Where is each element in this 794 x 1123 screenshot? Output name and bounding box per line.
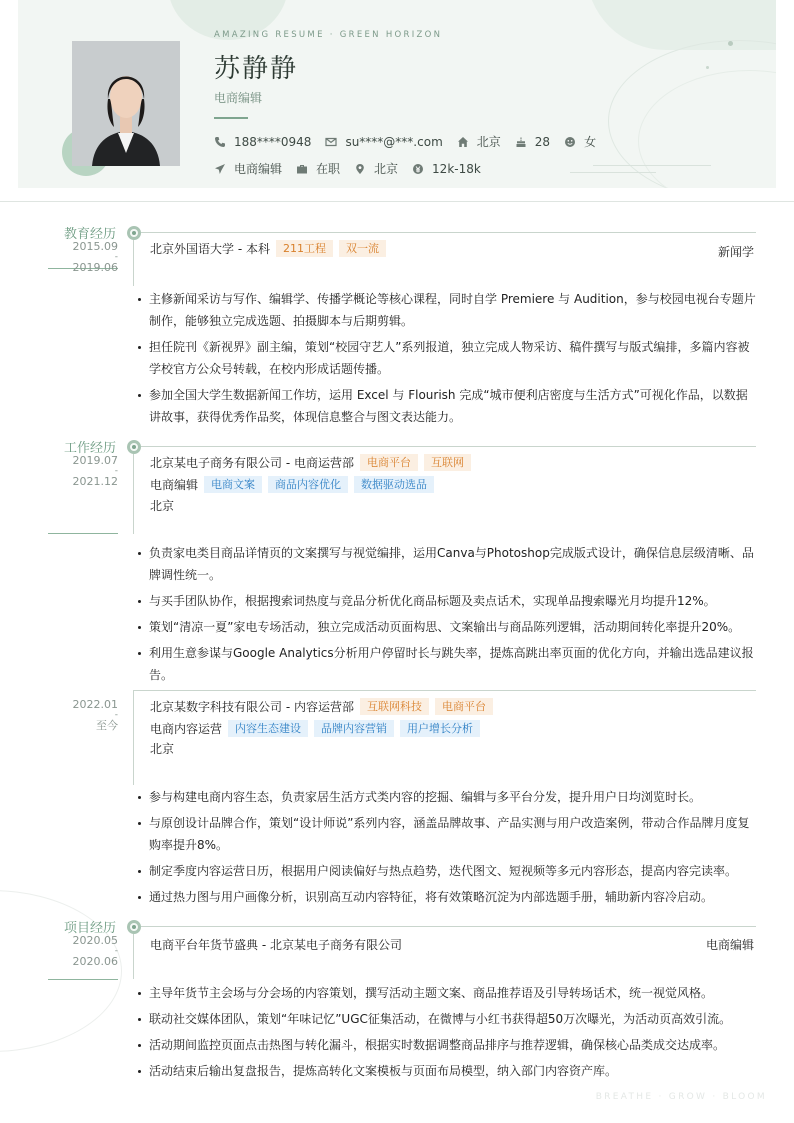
company-row bbox=[150, 454, 471, 471]
project-bullets bbox=[138, 982, 756, 1086]
mail-icon bbox=[325, 136, 337, 148]
role-name: 电商内容运营 bbox=[150, 722, 223, 736]
target-city-text: 北京 bbox=[374, 162, 399, 176]
project-end: 2020.06 bbox=[72, 955, 118, 968]
project-role: 电商编辑 bbox=[705, 938, 754, 952]
phone-icon bbox=[214, 136, 226, 148]
list-item: 与原创设计品牌合作，策划“设计师说”系列内容，涵盖品牌故事、产品实测与用户改造案例，带动合作品牌月度复购率提升8%。 bbox=[138, 812, 756, 856]
email-address: su****@***.com bbox=[345, 134, 443, 149]
skill-tag: 品牌内容营销 bbox=[314, 720, 394, 737]
company-name: 北京某数字科技有限公司 - 内容运营部 bbox=[150, 700, 354, 714]
job-start: 2019.07 bbox=[72, 454, 118, 467]
skill-tag: 内容生态建设 bbox=[228, 720, 308, 737]
section-underline bbox=[48, 979, 118, 980]
education-bullets bbox=[138, 288, 756, 432]
salary-text: 12k-18k bbox=[432, 161, 481, 176]
section-underline bbox=[48, 533, 118, 534]
timeline-line bbox=[133, 240, 134, 286]
education-start: 2015.09 bbox=[72, 240, 118, 253]
target-job-item bbox=[214, 160, 282, 177]
role-name: 电商编辑 bbox=[150, 478, 199, 492]
company-name: 北京某电子商务有限公司 - 电商运营部 bbox=[150, 456, 354, 470]
gender-item bbox=[564, 133, 596, 150]
salary-item bbox=[412, 162, 481, 176]
list-item: 活动期间监控页面点击热图与转化漏斗，根据实时数据调整商品排序与推荐逻辑，确保核心品类成交达成率。 bbox=[138, 1034, 756, 1056]
company-tag: 互联网 bbox=[424, 454, 471, 471]
list-item: 担任院刊《新视界》副主编，策划“校园守艺人”系列报道，独立完成人物采访、稿件撰写与版式编排，多篇内容被学校官方公众号转载，在校内形成话题传播。 bbox=[138, 336, 756, 380]
list-item: 参与构建电商内容生态，负责家居生活方式类内容的挖掘、编辑与多平台分发，提升用户日均浏览时长。 bbox=[138, 786, 756, 808]
list-item: 通过热力图与用户画像分析，识别高互动内容特征，将有效策略沉淀为内部选题手册，辅助新内容冷启动。 bbox=[138, 886, 756, 908]
status-text: 在职 bbox=[316, 162, 341, 176]
company-tag: 互联网科技 bbox=[360, 698, 429, 715]
list-item: 负责家电类目商品详情页的文案撰写与视觉编排，运用Canva与Photoshop完成版式设计，确保信息层级清晰、品牌调性统一。 bbox=[138, 542, 756, 586]
list-item: 制定季度内容运营日历，根据用户阅读偏好与热点趋势，迭代图文、短视频等多元内容形态，提高内容完读率。 bbox=[138, 860, 756, 882]
tagline: AMAZING RESUME · GREEN HORIZON bbox=[214, 30, 443, 40]
company-tag: 电商平台 bbox=[360, 454, 418, 471]
date-separator: - bbox=[114, 946, 118, 956]
send-icon bbox=[214, 163, 226, 175]
accent-divider bbox=[214, 117, 248, 119]
city-item bbox=[457, 133, 501, 150]
gender-text: 女 bbox=[584, 135, 597, 149]
header-decoration bbox=[570, 172, 656, 173]
list-item: 活动结束后输出复盘报告，提炼高转化文案模板与页面布局模型，纳入部门内容资产库。 bbox=[138, 1060, 756, 1082]
status-item bbox=[296, 160, 340, 177]
list-item: 主导年货节主会场与分会场的内容策划，撰写活动主题文案、商品推荐语及引导转场话术，统一视觉风格。 bbox=[138, 982, 756, 1004]
list-item: 利用生意参谋与Google Analytics分析用户停留时长与跳失率，提炼高跳出率页面的优化方向，并输出选品建议报告。 bbox=[138, 642, 756, 686]
skill-tag: 商品内容优化 bbox=[268, 476, 348, 493]
briefcase-icon bbox=[296, 163, 308, 175]
skill-tag: 用户增长分析 bbox=[400, 720, 480, 737]
background-decoration bbox=[0, 890, 122, 1052]
age-item bbox=[515, 135, 550, 149]
company-row bbox=[150, 698, 493, 715]
list-item: 联动社交媒体团队，策划“年味记忆”UGC征集活动，在微博与小红书获得超50万次曝光，为活动页高效引流。 bbox=[138, 1008, 756, 1030]
phone-number: 188****0948 bbox=[234, 134, 312, 149]
smile-icon bbox=[564, 136, 576, 148]
list-item: 主修新闻采访与写作、编辑学、传播学概论等核心课程，同时自学 Premiere 与 Audition，参与校园电视台专题片制作，能够独立完成选题、拍摄脚本与后期剪辑。 bbox=[138, 288, 756, 332]
school-name: 北京外国语大学 - 本科 bbox=[150, 242, 270, 256]
header-divider bbox=[0, 201, 794, 202]
school-tag: 211工程 bbox=[276, 240, 333, 257]
resume-header bbox=[18, 0, 776, 188]
target-job-text: 电商编辑 bbox=[234, 162, 283, 176]
timeline-line bbox=[133, 690, 134, 785]
company-tag: 电商平台 bbox=[435, 698, 493, 715]
age-text: 28 bbox=[534, 134, 551, 149]
job-location: 北京 bbox=[150, 499, 175, 513]
home-icon bbox=[457, 136, 469, 148]
city-text: 北京 bbox=[476, 135, 501, 149]
list-item: 与买手团队协作，根据搜索词热度与竞品分析优化商品标题及卖点话术，实现单品搜索曝光月均提升12%。 bbox=[138, 590, 756, 612]
education-entry bbox=[150, 240, 386, 257]
entry-rule bbox=[133, 690, 756, 691]
date-separator: - bbox=[114, 710, 118, 720]
skill-tag: 数据驱动选品 bbox=[354, 476, 434, 493]
project-start: 2020.05 bbox=[72, 934, 118, 947]
role-row bbox=[150, 476, 434, 493]
person-name: 苏静静 bbox=[214, 54, 299, 84]
section-title-work: 工作经历 bbox=[63, 441, 116, 456]
education-dates bbox=[48, 241, 118, 273]
list-item: 参加全国大学生数据新闻工作坊，运用 Excel 与 Flourish 完成“城市便利店密度与生活方式”可视化作品，以数据讲故事，获得优秀作品奖，体现信息整合与图文表达能力。 bbox=[138, 384, 756, 428]
contact-row bbox=[214, 133, 610, 150]
education-end: 2019.06 bbox=[72, 261, 118, 274]
money-icon bbox=[412, 163, 424, 175]
entry-rule bbox=[141, 446, 756, 447]
location-pin-icon bbox=[354, 163, 366, 175]
date-separator: - bbox=[114, 466, 118, 476]
date-separator: - bbox=[114, 252, 118, 262]
job-start: 2022.01 bbox=[72, 698, 118, 711]
entry-rule bbox=[141, 926, 756, 927]
job-intent-row bbox=[214, 160, 495, 177]
header-decoration bbox=[593, 165, 711, 166]
work-dates bbox=[48, 699, 118, 731]
job-bullets bbox=[138, 542, 756, 690]
school-tag: 双一流 bbox=[339, 240, 386, 257]
project-dates bbox=[48, 935, 118, 967]
job-end: 2021.12 bbox=[72, 475, 118, 488]
target-city-item bbox=[354, 160, 398, 177]
work-dates bbox=[48, 455, 118, 487]
header-decoration bbox=[706, 66, 709, 69]
job-bullets bbox=[138, 786, 756, 912]
list-item: 策划“清凉一夏”家电专场活动，独立完成活动页面构思、文案输出与商品陈列逻辑，活动期间转化率提升20%。 bbox=[138, 616, 756, 638]
timeline-node bbox=[127, 920, 141, 934]
email-item bbox=[325, 135, 442, 149]
major: 新闻学 bbox=[717, 245, 754, 259]
section-title-education: 教育经历 bbox=[63, 227, 116, 242]
role-row bbox=[150, 720, 480, 737]
skill-tag: 电商文案 bbox=[204, 476, 262, 493]
footer-slogan: BREATHE · GROW · BLOOM bbox=[595, 1092, 767, 1102]
job-title: 电商编辑 bbox=[214, 91, 263, 105]
cake-icon bbox=[515, 136, 527, 148]
section-title-projects: 项目经历 bbox=[63, 921, 116, 936]
phone-item bbox=[214, 135, 311, 149]
timeline-line bbox=[133, 934, 134, 979]
avatar bbox=[72, 41, 180, 166]
project-name: 电商平台年货节盛典 - 北京某电子商务有限公司 bbox=[150, 938, 402, 952]
timeline-line bbox=[133, 454, 134, 534]
entry-rule bbox=[141, 232, 756, 233]
job-location: 北京 bbox=[150, 742, 175, 756]
header-decoration bbox=[728, 41, 733, 46]
timeline-node bbox=[127, 440, 141, 454]
job-end: 至今 bbox=[96, 719, 118, 732]
timeline-node bbox=[127, 226, 141, 240]
